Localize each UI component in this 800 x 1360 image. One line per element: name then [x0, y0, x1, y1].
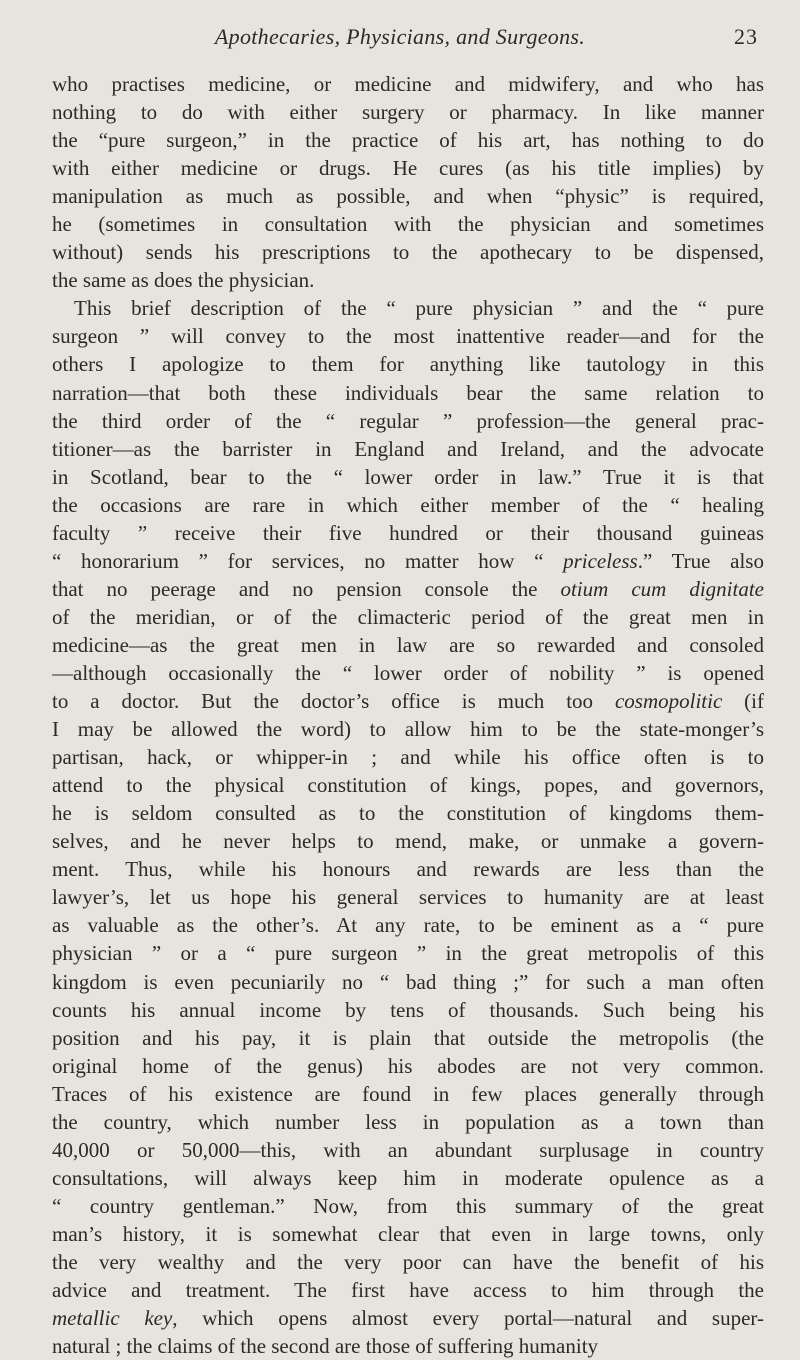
text-line: the occasions are rare in which either member of the “ healing [52, 492, 764, 517]
text-line: lawyer’s, let us hope his general services to humanity are at least [52, 885, 764, 910]
text-line: Traces of his existence are found in few places generally through [52, 1081, 764, 1106]
text-line: kingdom is even pecuniarily no “ bad thing ;” for such a man often [52, 969, 764, 994]
text-line: counts his annual income by tens of thousands. Such being his [52, 997, 764, 1022]
text-line: medicine—as the great men in law are so rewarded and consoled [52, 632, 764, 657]
text-line: with either medicine or drugs. He cures (as his title implies) by [52, 156, 764, 181]
text-line: physician ” or a “ pure surgeon ” in the great metropolis of this [52, 941, 764, 966]
text-line: titioner—as the barrister in England and Ireland, and the advocate [52, 436, 764, 461]
text-line: “ honorarium ” for services, no matter how “ priceless.” True also [52, 548, 764, 573]
text-line: I may be allowed the word) to allow him to be the state-monger’s [52, 717, 764, 742]
text-line: he (sometimes in consultation with the physician and sometimes [52, 212, 764, 237]
text-line: nothing to do with either surgery or pharmacy. In like manner [52, 100, 764, 125]
text-line: metallic key, which opens almost every portal—natural and super- [52, 1306, 764, 1331]
text-line: consultations, will always keep him in moderate opulence as a [52, 1165, 764, 1190]
text-line: the country, which number less in population as a town than [52, 1109, 764, 1134]
text-line: narration—that both these individuals bear the same relation to [52, 380, 764, 405]
text-line: the “pure surgeon,” in the practice of his art, has nothing to do [52, 128, 764, 153]
text-line: attend to the physical constitution of kings, popes, and governors, [52, 773, 764, 798]
text-line: This brief description of the “ pure physician ” and the “ pure [74, 296, 764, 321]
text-line: surgeon ” will convey to the most inattentive reader—and for the [52, 324, 764, 349]
text-line: 40,000 or 50,000—this, with an abundant surplusage in country [52, 1137, 764, 1162]
text-line: advice and treatment. The first have access to him through the [52, 1278, 764, 1303]
text-line: position and his pay, it is plain that outside the metropolis (the [52, 1025, 764, 1050]
text-line: to a doctor. But the doctor’s office is much too cosmopolitic (if [52, 689, 764, 714]
text-line: the very wealthy and the very poor can have the benefit of his [52, 1249, 764, 1274]
text-line: man’s history, it is somewhat clear that even in large towns, only [52, 1221, 764, 1246]
text-line: the third order of the “ regular ” profession—the general prac- [52, 408, 764, 433]
running-head [0, 22, 800, 52]
text-line: “ country gentleman.” Now, from this summary of the great [52, 1193, 764, 1218]
text-line: of the meridian, or of the climacteric period of the great men in [52, 604, 764, 629]
text-line: without) sends his prescriptions to the apothecary to be dispensed, [52, 240, 764, 265]
text-line: who practises medicine, or medicine and midwifery, and who has [52, 72, 764, 96]
text-line: natural ; the claims of the second are those of suffering humanity [52, 1334, 599, 1359]
body-text [52, 70, 764, 1360]
text-line: partisan, hack, or whipper-in ; and while his office often is to [52, 745, 764, 770]
text-line: —although occasionally the “ lower order of nobility ” is opened [52, 660, 764, 685]
text-line: manipulation as much as possible, and when “physic” is required, [52, 184, 764, 209]
text-line: faculty ” receive their five hundred or their thousand guineas [52, 520, 764, 545]
text-line: selves, and he never helps to mend, make, or unmake a govern- [52, 829, 764, 854]
text-line: ment. Thus, while his honours and rewards are less than the [52, 857, 764, 882]
text-line: the same as does the physician. [52, 268, 315, 293]
running-title: Apothecaries, Physicians, and Surgeons. [214, 24, 586, 49]
page-number: 23 [734, 24, 758, 49]
text-line: as valuable as the other’s. At any rate, to be eminent as a “ pure [52, 913, 764, 938]
text-line: original home of the genus) his abodes are not very common. [52, 1053, 764, 1078]
text-line: he is seldom consulted as to the constitution of kingdoms them- [52, 801, 764, 826]
text-line: in Scotland, bear to the “ lower order in law.” True it is that [52, 464, 764, 489]
text-line: others I apologize to them for anything like tautology in this [52, 352, 764, 377]
text-line: that no peerage and no pension console the otium cum dignitate [52, 576, 764, 601]
